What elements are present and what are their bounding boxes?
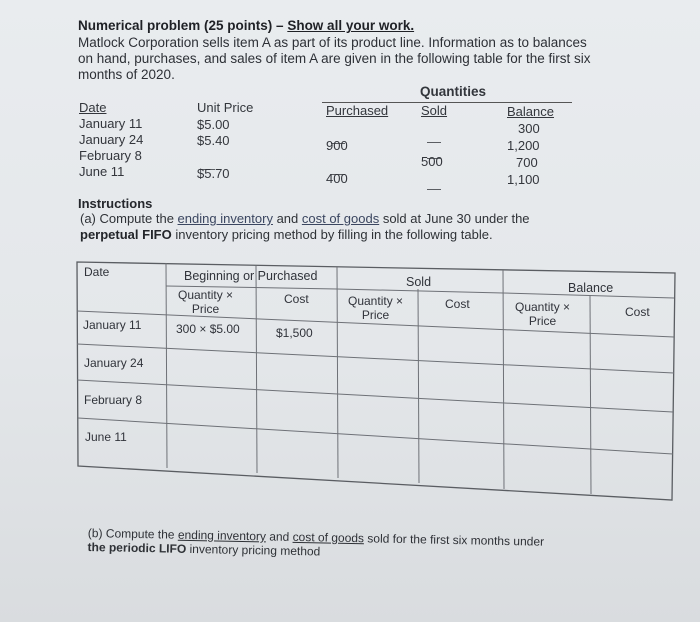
row-purchased: 900 [326, 138, 348, 153]
header-sold: Sold [406, 275, 432, 289]
price-label: Price [528, 314, 557, 328]
part-b-text: (b) Compute the [87, 526, 179, 542]
header-sold-cost: Cost [445, 297, 470, 311]
periodic-lifo-label: the periodic LIFO [87, 539, 187, 556]
show-work-note: Show all your work. [287, 18, 415, 33]
header-date: Date [84, 265, 110, 279]
part-b-text: sold for the first six months under [363, 531, 545, 549]
intro-line: on hand, purchases, and sales of item A are given in the following table for the first six [78, 51, 591, 66]
part-a-text: sold at June 30 under the [379, 211, 530, 226]
cost-of-goods-link[interactable]: cost of goods [292, 529, 365, 546]
table-cell-bp-cost[interactable]: $1,500 [276, 326, 313, 340]
row-purchased: 400 [326, 171, 348, 186]
quantity-label: Quantity × [348, 294, 404, 308]
table-row-date: June 11 [85, 430, 127, 444]
header-balance-cost: Cost [625, 305, 650, 319]
row-balance: 1,200 [507, 138, 540, 153]
ending-inventory-link[interactable]: ending inventory [177, 211, 273, 226]
col-date-header: Date [79, 100, 107, 115]
row-date: January 11 [79, 116, 143, 131]
problem-title: Numerical problem (25 points) – [78, 18, 284, 33]
instructions-title: Instructions [78, 196, 153, 211]
header-bp-cost: Cost [284, 292, 309, 306]
col-sold-header: Sold [421, 103, 448, 118]
perpetual-fifo-label: perpetual FIFO [80, 227, 172, 242]
price-label: Price [191, 302, 220, 316]
header-balance: Balance [568, 281, 614, 295]
quantities-header: Quantities [420, 84, 487, 99]
part-a-text: (a) Compute the [80, 211, 178, 226]
row-date: February 8 [79, 148, 142, 163]
row-unit-price: $5.70 [197, 166, 230, 181]
cost-of-goods-link[interactable]: cost of goods [301, 211, 380, 226]
row-balance: 1,100 [507, 172, 540, 187]
quantity-label: Quantity × [178, 288, 234, 302]
part-b-text: inventory pricing method [186, 541, 321, 559]
table-cell-bp-qty-price[interactable]: 300 × $5.00 [176, 322, 240, 336]
part-b-text: and [265, 529, 293, 544]
table-row-date: January 11 [83, 318, 142, 332]
intro-line: months of 2020. [78, 67, 175, 82]
header-sold-quantity [348, 294, 403, 322]
row-date: January 24 [79, 132, 144, 147]
price-label: Price [361, 308, 390, 322]
row-date: June 11 [79, 164, 125, 179]
row-balance: 700 [516, 155, 538, 170]
header-beginning-purchased: Beginning or Purchased [184, 269, 318, 283]
part-a-text: and [272, 211, 302, 226]
row-unit-price: $5.40 [197, 133, 230, 148]
quantity-label: Quantity × [515, 300, 571, 314]
header-balance-quantity [515, 300, 570, 328]
col-balance-header: Balance [507, 104, 554, 119]
col-unit-price-header: Unit Price [197, 100, 254, 115]
ending-inventory-link[interactable]: ending inventory [177, 527, 267, 544]
intro-line: Matlock Corporation sells item A as part of its product line. Information as to balances [78, 35, 587, 50]
header-bp-quantity [178, 288, 233, 316]
row-balance: 300 [518, 121, 540, 136]
table-row-date: January 24 [84, 356, 144, 370]
table-row-date: February 8 [84, 393, 143, 407]
col-purchased-header: Purchased [326, 103, 389, 118]
row-sold: 500 [421, 154, 443, 169]
part-a-text: inventory pricing method by filling in the following table. [171, 227, 493, 242]
row-unit-price: $5.00 [197, 117, 230, 132]
